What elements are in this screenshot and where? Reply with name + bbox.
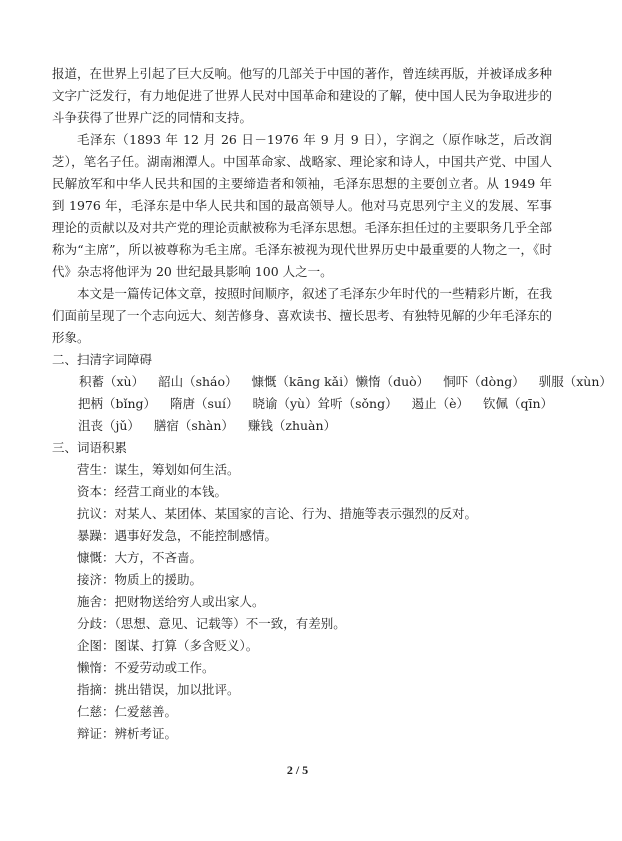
pinyin-item: 赚钱（zhuàn） (247, 418, 337, 433)
pinyin-item: 韶山（sháo） (158, 374, 238, 389)
pinyin-item: 隋唐（suí） (170, 396, 239, 411)
page-number: 2 / 5 (286, 763, 309, 777)
paragraph-report: 报道，在世界上引起了巨大反响。他写的几部关于中国的著作，曾连续再版，并被译成多种文字广泛发行，有力地促进了世界人民对中国革命和建设的了解，使中国人民为争取进步的斗争获得了世界广泛的同情和支持。 (52, 66, 553, 125)
pinyin-row-2 (52, 393, 552, 415)
pinyin-row-3 (52, 415, 552, 437)
document-content (52, 63, 612, 745)
vocab-item: 辩证：辨析考证。 (77, 726, 178, 741)
vocab-item: 懒惰：不爱劳动或工作。 (77, 660, 215, 675)
paragraph-biography: 毛泽东（1893 年 12 月 26 日－1976 年 9 月 9 日），字润之（原作咏芝，后改润芝），笔名子任。湖南湘潭人。中国革命家、战略家、理论家和诗人，中国共产党、中国人民解放军和中华人民共和国的主要缔造者和领袖，毛泽东思想的主要创立者。从 1949 年到 1976 年，毛泽东是中华人民共和国的最高领导人。他对马克思列宁主义的发展、军事理论的贡献以及对共产党的理论贡献被称为毛泽东思想。毛泽东担任过的主要职务几乎全部称为“主席”，所以被尊称为毛主席。毛泽东被视为现代世界历史中最重要的人物之一，《时代》杂志将他评为 20 世纪最具影响 100 人之一。 (52, 132, 553, 279)
pinyin-item: 遏止（è） (411, 396, 469, 411)
pinyin-item: 沮丧（jǔ） (78, 418, 140, 433)
vocab-item: 指摘：挑出错误，加以批评。 (77, 682, 240, 697)
section-title-word-accumulation: 三、词语积累 (52, 440, 128, 455)
pinyin-item: 积蓄（xù） (79, 374, 145, 389)
pinyin-row-1 (52, 371, 612, 393)
vocab-item: 企图：图谋、打算（多含贬义）。 (77, 638, 259, 653)
vocab-item: 施舍：把财物送给穷人或出家人。 (77, 594, 265, 609)
pinyin-item: 恫吓（dòng） (443, 374, 525, 389)
pinyin-item: 慷慨（kāng kǎi）懒惰（duò） (251, 374, 430, 389)
paragraph-summary: 本文是一篇传记体文章，按照时间顺序，叙述了毛泽东少年时代的一些精彩片断，在我们面前呈现了一个志向远大、刻苦修身、喜欢读书、擅长思考、有独特见解的少年毛泽东的形象。 (52, 286, 553, 345)
pinyin-item: 钦佩（qīn） (482, 396, 554, 411)
pinyin-item: 晓谕（yù）耸听（sǒng） (252, 396, 398, 411)
vocab-item: 仁慈：仁爱慈善。 (77, 704, 178, 719)
pinyin-item: 膳宿（shàn） (153, 418, 234, 433)
vocab-item: 接济：物质上的援助。 (77, 572, 203, 587)
pinyin-item: 把柄（bǐng） (78, 396, 157, 411)
vocab-item: 营生：谋生，筹划如何生活。 (77, 462, 240, 477)
vocab-item: 资本：经营工商业的本钱。 (77, 484, 228, 499)
section-title-vocabulary-pronunciation: 二、扫清字词障碍 (52, 352, 153, 367)
vocab-item: 暴躁：遇事好发急，不能控制感情。 (77, 528, 278, 543)
vocab-item: 抗议：对某人、某团体、某国家的言论、行为、措施等表示强烈的反对。 (77, 506, 478, 521)
vocab-item: 分歧：（思想、意见、记载等）不一致，有差别。 (77, 616, 346, 631)
vocab-item: 慷慨：大方，不吝啬。 (77, 550, 203, 565)
pinyin-item: 驯服（xùn） (538, 374, 612, 389)
